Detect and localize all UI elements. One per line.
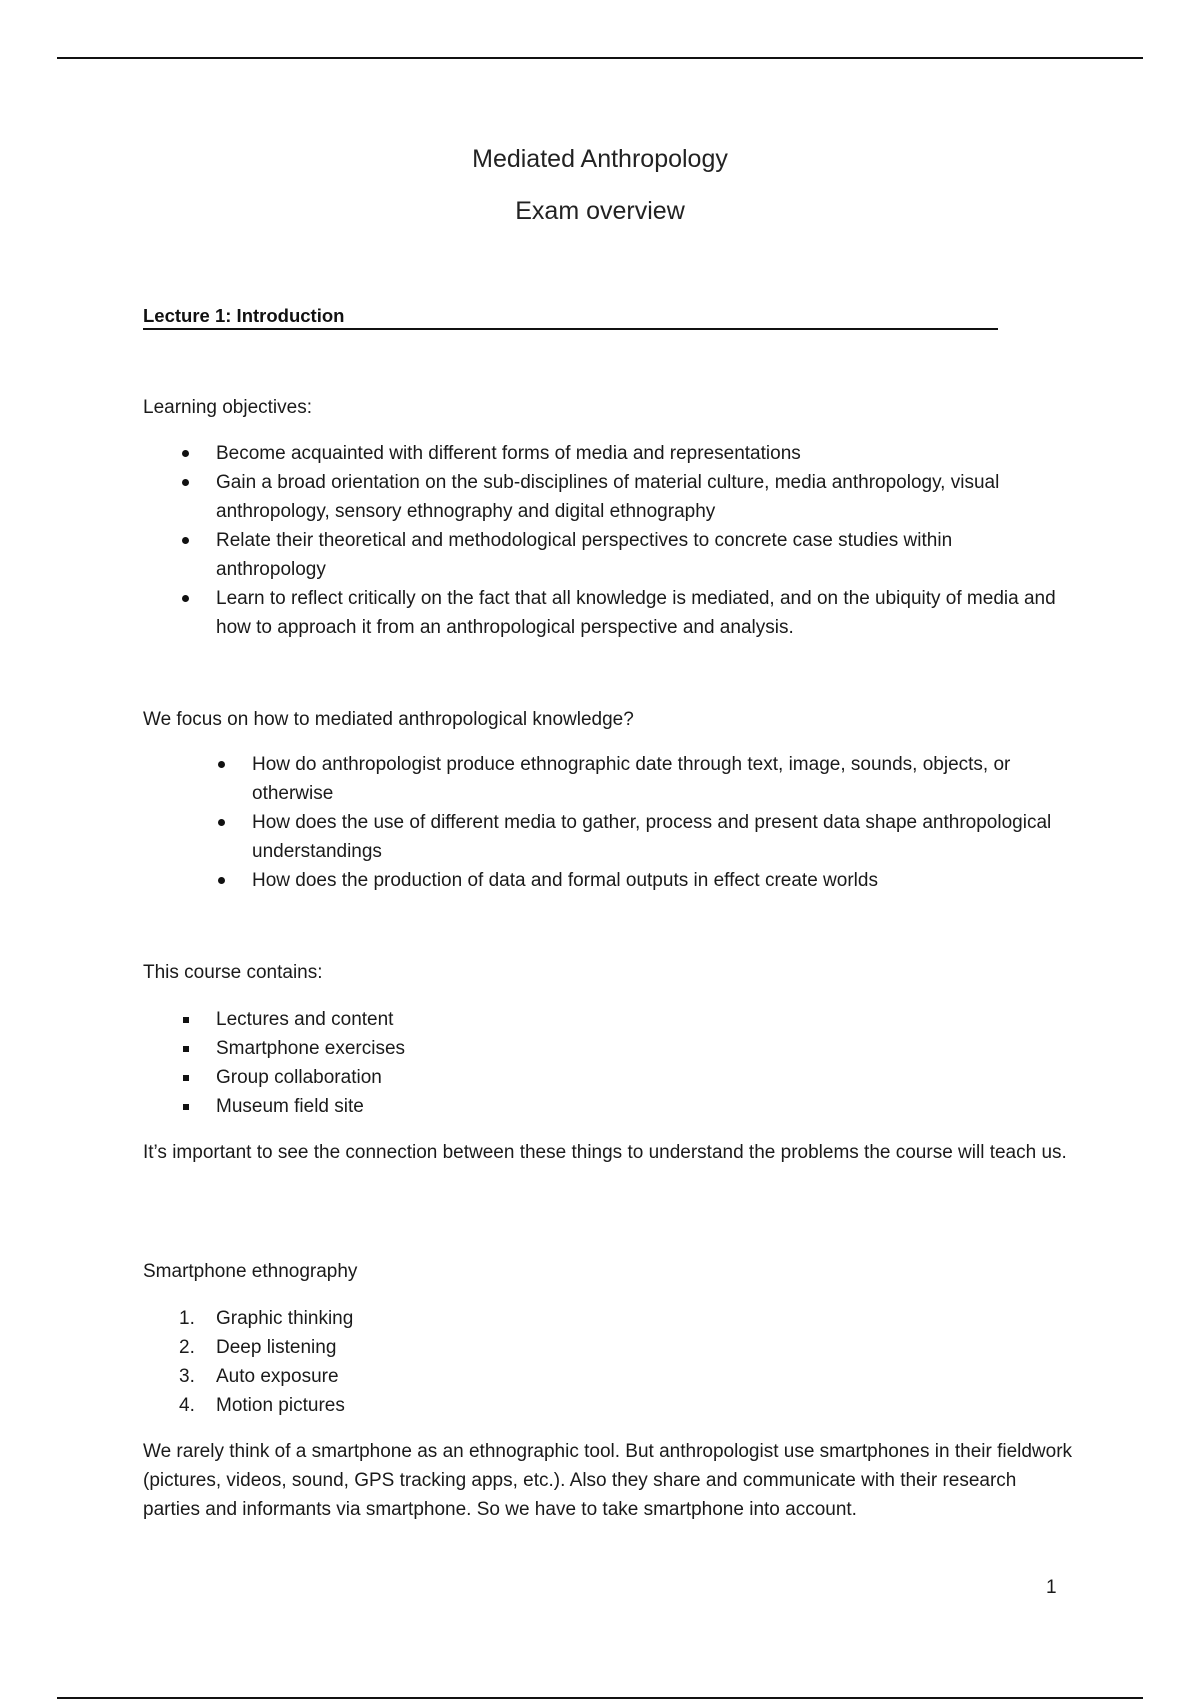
list-number: 1. (179, 1308, 195, 1329)
list-number: 4. (179, 1395, 195, 1416)
list-item (179, 1391, 816, 1420)
learning-objectives-label: Learning objectives: (143, 397, 312, 418)
list-item-text: Museum field site (216, 1096, 364, 1117)
list-item (216, 526, 1056, 584)
list-number: 2. (179, 1337, 195, 1358)
list-item (179, 1304, 816, 1333)
course-note: It’s important to see the connection between these things to understand the problems the course will teach us. (143, 1142, 1067, 1163)
list-item (216, 1005, 816, 1034)
bullet-icon (182, 595, 189, 602)
list-item-text: Auto exposure (216, 1366, 339, 1387)
list-item (252, 750, 1072, 808)
square-bullet-icon (183, 1046, 189, 1052)
bullet-icon (218, 877, 225, 884)
list-item (216, 439, 1056, 468)
list-item (179, 1362, 816, 1391)
list-item-text: Relate their theoretical and methodological perspectives to concrete case studies within anthropology (216, 530, 953, 580)
bullet-icon (182, 450, 189, 457)
list-item-text: Lectures and content (216, 1009, 394, 1030)
list-item (216, 584, 1056, 642)
smartphone-ethnography-list (179, 1304, 816, 1420)
page-number: 1 (1046, 1577, 1057, 1598)
list-item-text: How do anthropologist produce ethnographic date through text, image, sounds, objects, or otherwise (252, 754, 1011, 804)
course-contents-label: This course contains: (143, 962, 323, 983)
document-title: Mediated Anthropology (472, 145, 728, 173)
list-item-text: How does the production of data and formal outputs in effect create worlds (252, 870, 878, 891)
learning-objectives-list (216, 439, 1056, 642)
focus-list (252, 750, 1072, 895)
bullet-icon (218, 819, 225, 826)
list-item (216, 1092, 816, 1121)
list-item-text: Learn to reflect critically on the fact that all knowledge is mediated, and on the ubiquity of media and how to approach it from an anthropological perspective and analysis. (216, 588, 1056, 638)
bullet-icon (182, 537, 189, 544)
list-item-text: How does the use of different media to gather, process and present data shape anthropological understandings (252, 812, 1052, 862)
list-item-text: Gain a broad orientation on the sub-disciplines of material culture, media anthropology, visual anthropology, sensory ethnography and digital ethnography (216, 472, 1000, 522)
bullet-icon (182, 479, 189, 486)
list-item (179, 1333, 816, 1362)
document-subtitle: Exam overview (515, 197, 685, 225)
list-item (216, 468, 1056, 526)
square-bullet-icon (183, 1075, 189, 1081)
square-bullet-icon (183, 1104, 189, 1110)
list-item (252, 808, 1072, 866)
list-item-text: Deep listening (216, 1337, 337, 1358)
lecture-heading: Lecture 1: Introduction (143, 305, 998, 330)
header-rule (57, 57, 1143, 59)
list-item-text: Smartphone exercises (216, 1038, 406, 1059)
focus-label: We focus on how to mediated anthropological knowledge? (143, 709, 634, 730)
list-item-text: Graphic thinking (216, 1308, 354, 1329)
footer-rule (57, 1697, 1143, 1699)
smartphone-ethnography-label: Smartphone ethnography (143, 1261, 358, 1282)
list-item (216, 1034, 816, 1063)
list-number: 3. (179, 1366, 195, 1387)
square-bullet-icon (183, 1017, 189, 1023)
list-item (216, 1063, 816, 1092)
course-contents-list (216, 1005, 816, 1121)
list-item-text: Become acquainted with different forms of media and representations (216, 443, 801, 464)
list-item (252, 866, 1072, 895)
list-item-text: Group collaboration (216, 1067, 382, 1088)
list-item-text: Motion pictures (216, 1395, 345, 1416)
bullet-icon (218, 761, 225, 768)
smartphone-paragraph: We rarely think of a smartphone as an ethnographic tool. But anthropologist use smartphones in their fieldwork (pictures, videos, sound, GPS tracking apps, etc.). Also they share and communicate with their research parties and informants via smartphone. So we have to take smartphone into account. (143, 1441, 1073, 1520)
